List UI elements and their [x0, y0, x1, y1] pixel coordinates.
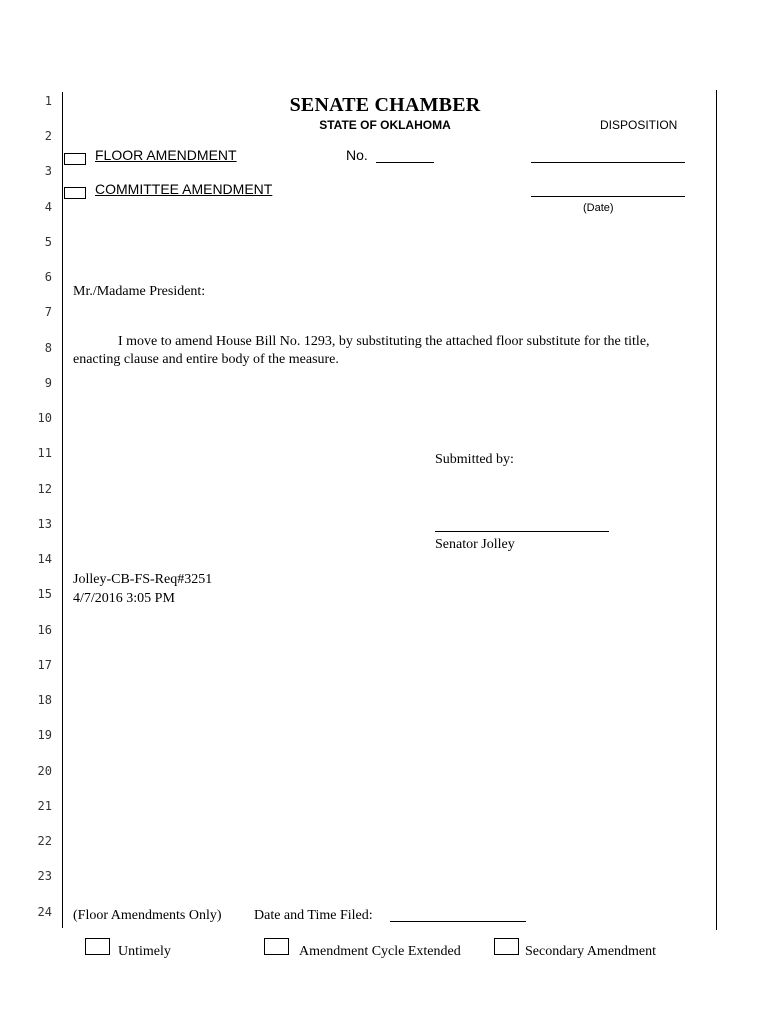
line-number: 14 [37, 552, 52, 566]
submitted-by-label: Submitted by: [435, 452, 514, 467]
line-number: 11 [37, 446, 52, 460]
line-number: 18 [37, 693, 52, 707]
line-number: 9 [44, 376, 52, 390]
line-number: 16 [37, 623, 52, 637]
line-number: 19 [37, 728, 52, 742]
floor-amendments-only-label: (Floor Amendments Only) [73, 908, 222, 923]
line-number: 17 [37, 658, 52, 672]
untimely-checkbox[interactable] [85, 938, 110, 955]
line-number: 10 [37, 411, 52, 425]
amendment-cycle-extended-checkbox[interactable] [264, 938, 289, 955]
line-number: 8 [44, 341, 52, 355]
floor-amendment-checkbox[interactable] [64, 153, 86, 165]
line-number: 7 [44, 305, 52, 319]
motion-text-line1: I move to amend House Bill No. 1293, by substituting the attached floor substitute for the title, [118, 334, 650, 349]
line-number: 2 [44, 129, 52, 143]
line-number: 22 [37, 834, 52, 848]
disposition-label: DISPOSITION [600, 118, 678, 132]
request-timestamp: 4/7/2016 3:05 PM [73, 591, 175, 606]
request-id: Jolley-CB-FS-Req#3251 [73, 572, 213, 587]
disposition-line[interactable] [531, 162, 685, 163]
committee-amendment-label: COMMITTEE AMENDMENT [95, 181, 273, 197]
line-number: 13 [37, 517, 52, 531]
line-number: 1 [44, 94, 52, 108]
page-subtitle: STATE OF OKLAHOMA [319, 118, 451, 132]
signature-line[interactable] [435, 531, 609, 532]
untimely-label: Untimely [118, 944, 171, 959]
salutation: Mr./Madame President: [73, 284, 206, 299]
secondary-amendment-checkbox[interactable] [494, 938, 519, 955]
amendment-cycle-extended-label: Amendment Cycle Extended [299, 944, 461, 959]
line-number: 5 [44, 235, 52, 249]
line-number: 24 [37, 905, 52, 919]
line-number: 23 [37, 869, 52, 883]
date-time-filed-line[interactable] [390, 921, 526, 922]
line-number: 12 [37, 482, 52, 496]
line-number: 20 [37, 764, 52, 778]
date-time-filed-label: Date and Time Filed: [254, 908, 373, 923]
right-margin-rule [716, 90, 717, 930]
motion-text-line2: enacting clause and entire body of the measure. [73, 352, 339, 367]
line-number: 3 [44, 164, 52, 178]
committee-amendment-checkbox[interactable] [64, 187, 86, 199]
senator-name: Senator Jolley [435, 537, 515, 552]
amendment-number-label: No. [346, 147, 368, 163]
page-title: SENATE CHAMBER [289, 94, 481, 116]
date-label: (Date) [583, 202, 614, 214]
left-margin-rule [62, 92, 63, 928]
secondary-amendment-label: Secondary Amendment [525, 944, 657, 959]
amendment-number-blank[interactable] [376, 162, 434, 163]
line-number: 15 [37, 587, 52, 601]
floor-amendment-label: FLOOR AMENDMENT [95, 147, 237, 163]
line-number: 6 [44, 270, 52, 284]
line-number: 4 [44, 200, 52, 214]
date-line[interactable] [531, 196, 685, 197]
line-number: 21 [37, 799, 52, 813]
